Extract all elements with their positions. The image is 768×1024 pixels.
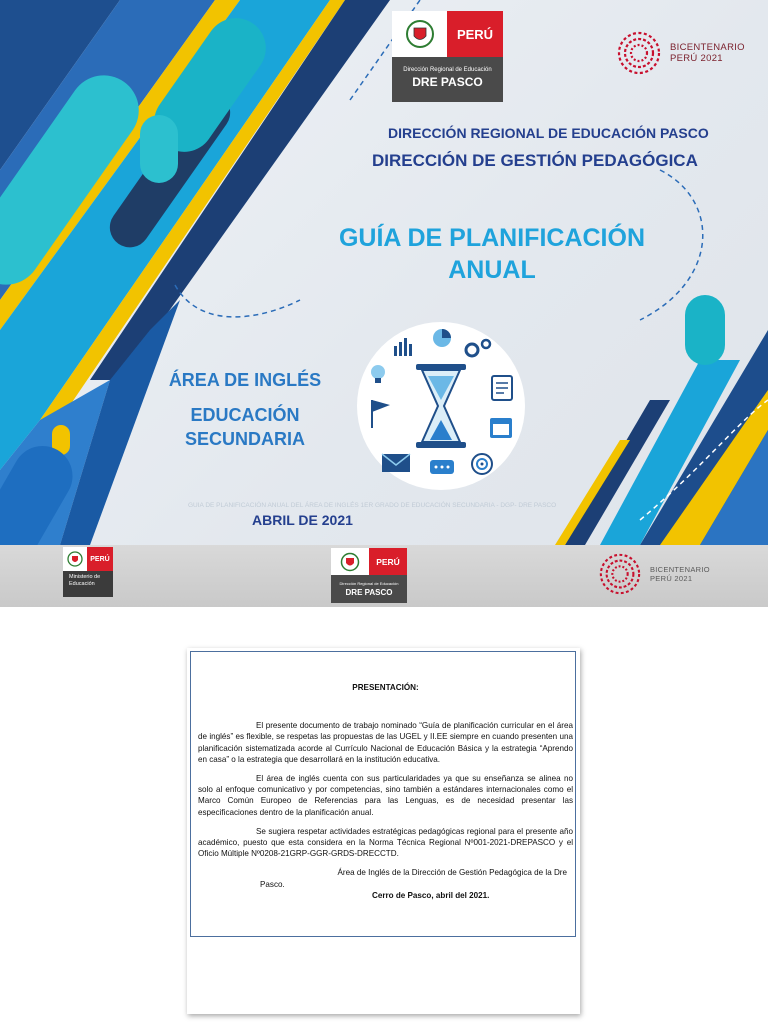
bicentenario-small-line2: PERÚ 2021 xyxy=(650,574,693,583)
signature-line1: Área de Inglés de la Dirección de Gestión Pedagógica de la Dre xyxy=(337,868,567,878)
pie-chart-icon xyxy=(433,329,451,347)
education-level xyxy=(150,403,340,451)
bicentenario-line2: PERÚ 2021 xyxy=(670,53,723,64)
envelope-icon xyxy=(382,454,410,472)
minedu-line2: Educación xyxy=(69,581,95,587)
dre-pasco-logo-small xyxy=(331,548,407,603)
logo-country: PERÚ xyxy=(447,11,503,57)
heading-regional-direction: DIRECCIÓN REGIONAL DE EDUCACIÓN PASCO xyxy=(388,125,709,141)
paragraph-3: Se sugiera respetar actividades estratégicas pedagógicas regional para el presente año académico, puesto que esta considera en la Norma Técnica Regional Nº001-2021-DREPASCO y el Oficio Múltiple Nº0208-21GRP-GGR-GRDS-DRECCTD. xyxy=(198,826,573,859)
logo-name: DRE PASCO xyxy=(412,75,483,89)
bicentenario-logo-small xyxy=(598,552,710,596)
presentation-text xyxy=(198,682,573,901)
paragraph-2: El área de inglés cuenta con sus particularidades ya que su enseñanza se alinea no solo al enfoque comunicativo y por competencias, sino también a estándares internacionales como el Marco Común Europeo de Referencias para las Lenguas, es de necesidad presentar las especificaciones dentro de la planificación anual. xyxy=(198,774,573,817)
paragraph-1: El presente documento de trabajo nominado “Guía de planificación curricular en el área de inglés” es flexible, se respetas las propuestas de las UGEL y II.EE siempre en cuando presenten una planificación sistematizada acorde al Currículo Nacional de Educación Básica y la estrategia “Aprendo en casa” o la estrategia que desarrollará en la institución educativa. xyxy=(198,721,573,764)
bicentenario-logo xyxy=(616,30,745,76)
minedu-country: PERÚ xyxy=(87,547,113,571)
heading-pedagogical-direction: DIRECCIÓN DE GESTIÓN PEDAGÓGICA xyxy=(372,151,698,170)
page-title xyxy=(300,222,684,286)
area-label: ÁREA DE INGLÉS xyxy=(168,370,322,390)
watermark-text: GUIA DE PLANIFICACIÓN ANUAL DEL ÁREA DE INGLÉS 1ER GRADO DE EDUCACIÓN SECUNDARIA - DGP- DRE PASCO xyxy=(188,502,557,509)
level-line2: SECUNDARIA xyxy=(184,429,305,449)
document-icon xyxy=(492,376,512,400)
level-line1: EDUCACIÓN xyxy=(190,405,300,425)
coat-of-arms-icon xyxy=(331,548,369,575)
minedu-logo xyxy=(63,547,113,597)
coat-of-arms-icon xyxy=(392,11,447,57)
publication-date: ABRIL DE 2021 xyxy=(252,512,353,528)
dre-pasco-logo xyxy=(392,11,503,102)
coat-of-arms-icon xyxy=(63,547,87,571)
title-line1: GUÍA DE PLANIFICACIÓN xyxy=(338,224,646,252)
signature-line2: Pasco. xyxy=(260,879,285,889)
presentation-page xyxy=(187,648,580,1014)
presentation-title: PRESENTACIÓN: xyxy=(352,683,419,692)
bicentenario-icon xyxy=(598,552,642,596)
dre-small-name: DRE PASCO xyxy=(345,588,393,597)
logo-subtitle: Dirección Regional de Educación xyxy=(403,67,492,73)
bicentenario-small-line1: BICENTENARIO xyxy=(650,565,710,574)
dre-small-country: PERÚ xyxy=(369,548,407,575)
planning-illustration xyxy=(350,320,532,492)
title-line2: ANUAL xyxy=(448,256,536,284)
minedu-line1: Ministerio de xyxy=(69,574,101,580)
chat-icon xyxy=(430,460,454,474)
dre-small-subtitle: Dirección Regional de Educación xyxy=(339,581,399,586)
signature-place-date: Cerro de Pasco, abril del 2021. xyxy=(372,890,490,900)
bicentenario-icon xyxy=(616,30,662,76)
calendar-icon xyxy=(490,418,512,438)
bicentenario-line1: BICENTENARIO xyxy=(670,42,745,53)
